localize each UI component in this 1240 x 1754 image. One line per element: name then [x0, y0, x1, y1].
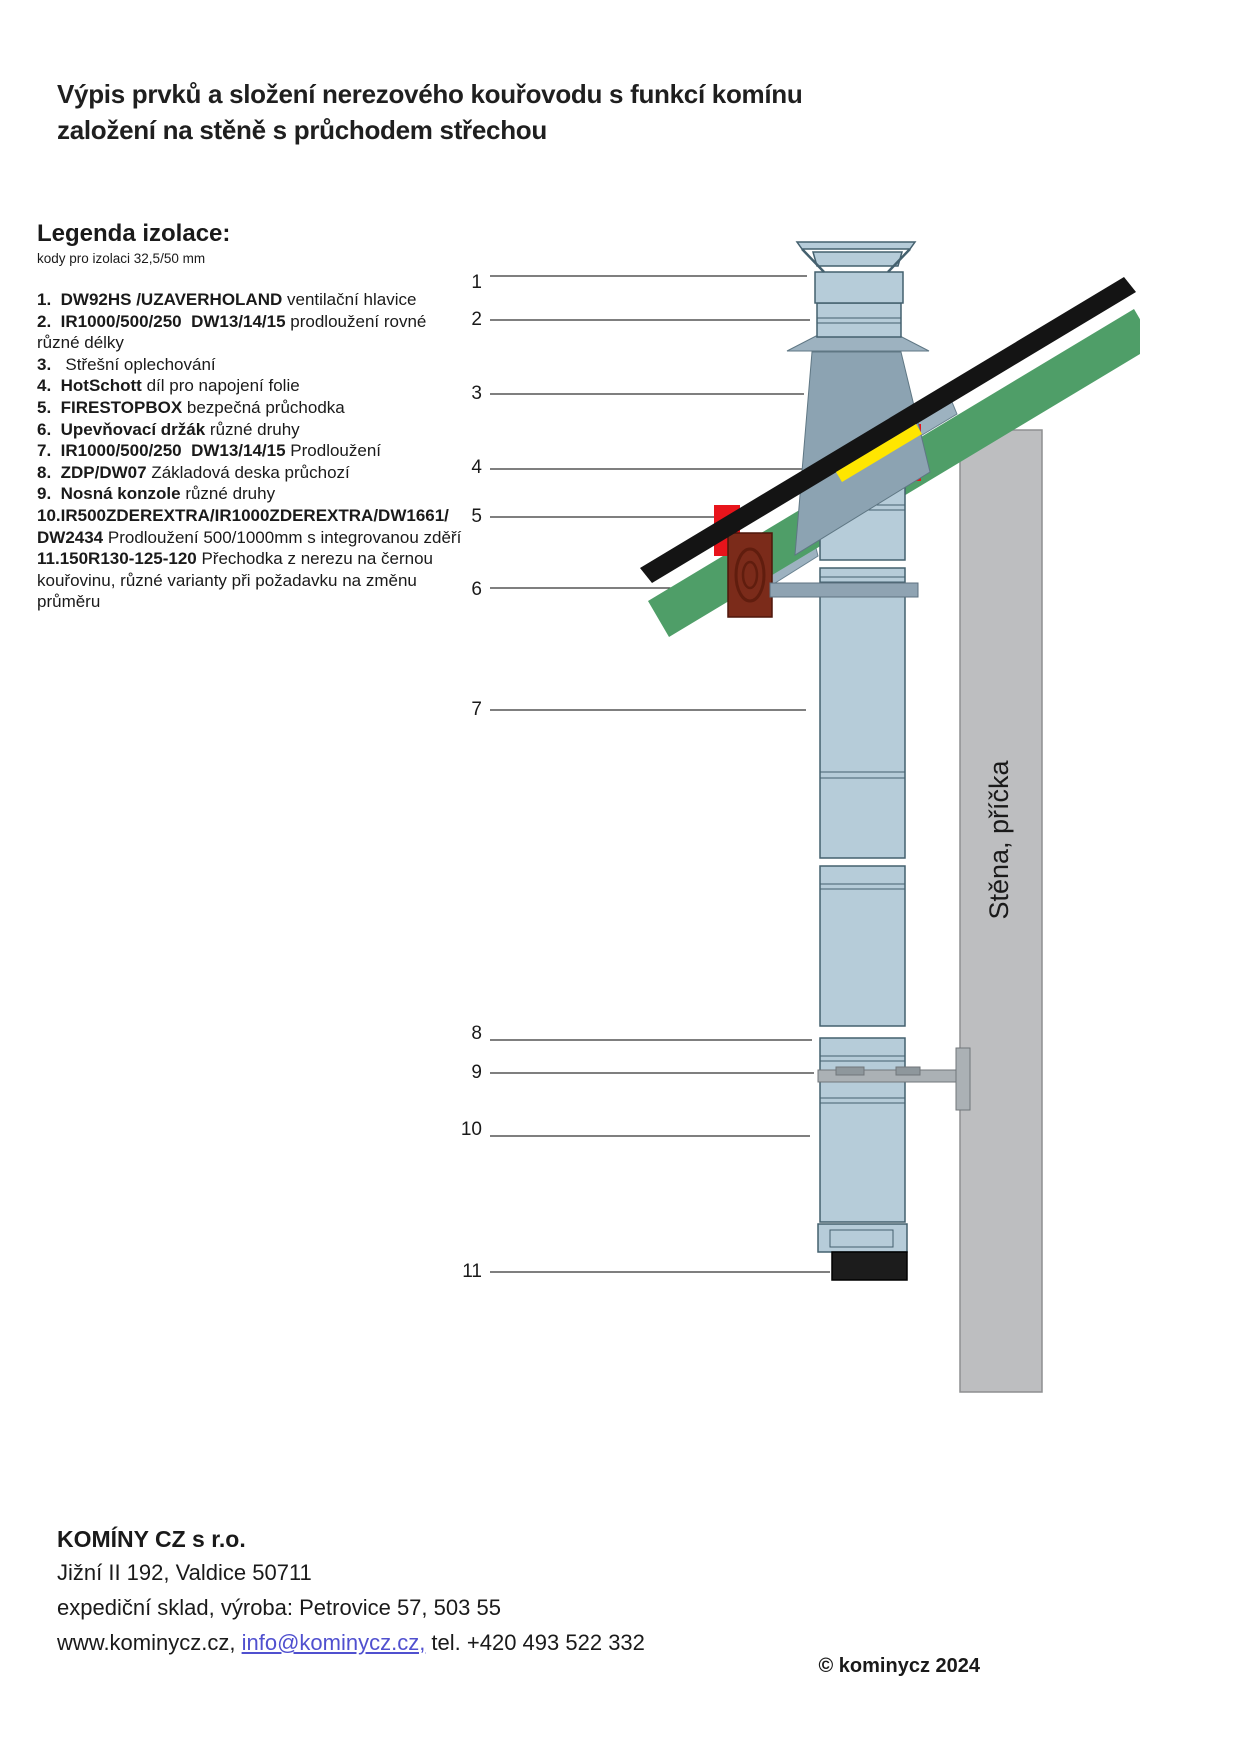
callout-number-8: 8 — [471, 1023, 482, 1044]
footer-contact — [57, 1630, 645, 1656]
footer-address: Jižní II 192, Valdice 50711 — [57, 1560, 312, 1585]
chimney-head — [787, 242, 930, 555]
footer-warehouse: expediční sklad, výroba: Petrovice 57, 503 55 — [57, 1595, 501, 1620]
legend-item: 7. IR1000/500/250 DW13/14/15 Prodloužení — [37, 441, 382, 461]
callout-number-6: 6 — [471, 579, 482, 600]
mounting-bracket-roof — [770, 583, 918, 597]
storm-collar — [787, 336, 929, 351]
rain-cap-plate — [797, 242, 915, 249]
footer-copyright: © kominycz 2024 — [818, 1655, 980, 1677]
callout-number-1: 1 — [471, 272, 482, 293]
footer-web: www.kominycz.cz, — [57, 1630, 242, 1655]
ventilation-head-body — [815, 272, 903, 303]
legend-item: 11.150R130-125-120 Přechodka z nerezu na černou — [37, 549, 434, 569]
legend-item: 5. FIRESTOPBOX bezpečná průchodka — [37, 397, 345, 417]
rafter-beam — [728, 533, 772, 617]
callout-number-5: 5 — [471, 506, 482, 527]
legend-heading: Legenda izolace: — [37, 220, 231, 247]
legend-item: DW2434 Prodloužení 500/1000mm s integrovanou zděří — [37, 527, 462, 547]
legend-list — [37, 289, 461, 613]
callout-number-10: 10 — [460, 1119, 482, 1140]
legend-subheading: kody pro izolaci 32,5/50 mm — [37, 251, 206, 266]
wall-label: Stěna, příčka — [984, 760, 1014, 920]
end-cap-black — [832, 1252, 907, 1280]
legend-item: kouřovinu, různé varianty při požadavku na změnu — [37, 570, 417, 590]
callout-number-9: 9 — [471, 1062, 482, 1083]
footer-phone: tel. +420 493 522 332 — [425, 1630, 645, 1655]
legend-item: 9. Nosná konzole různé druhy — [37, 484, 276, 504]
wall-bar — [960, 430, 1042, 1392]
callout-number-4: 4 — [471, 457, 482, 478]
callout-number-11: 11 — [462, 1261, 482, 1282]
page-title-line1: Výpis prvků a složení nerezového kouřovodu s funkcí komínu — [57, 79, 803, 109]
callout-number-3: 3 — [471, 383, 482, 404]
legend-item: 6. Upevňovací držák různé druhy — [37, 419, 300, 439]
legend-item: 3. Střešní oplechování — [37, 354, 216, 374]
callout-number-7: 7 — [471, 699, 482, 720]
footer-company: KOMÍNY CZ s r.o. — [57, 1526, 246, 1552]
legend-item: různé délky — [37, 333, 124, 353]
legend-item: 10.IR500ZDEREXTRA/IR1000ZDEREXTRA/DW1661/ — [37, 505, 449, 525]
legend-item: 2. IR1000/500/250 DW13/14/15 prodloužení rovné — [37, 311, 427, 331]
callout-number-2: 2 — [471, 309, 482, 330]
chimney-diagram — [440, 200, 1140, 1400]
footer-email-link[interactable]: info@kominycz.cz, — [241, 1630, 426, 1655]
page-title-line2: založení na stěně s průchodem střechou — [57, 115, 547, 145]
legend-item: 1. DW92HS /UZAVERHOLAND ventilační hlavice — [37, 290, 417, 309]
page-title — [57, 76, 802, 148]
legend-item: 8. ZDP/DW07 Základová deska průchozí — [37, 462, 350, 482]
legend-item: průměru — [37, 592, 101, 612]
callout-lines — [490, 276, 830, 1272]
legend-item: 4. HotSchott díl pro napojení folie — [37, 376, 300, 396]
